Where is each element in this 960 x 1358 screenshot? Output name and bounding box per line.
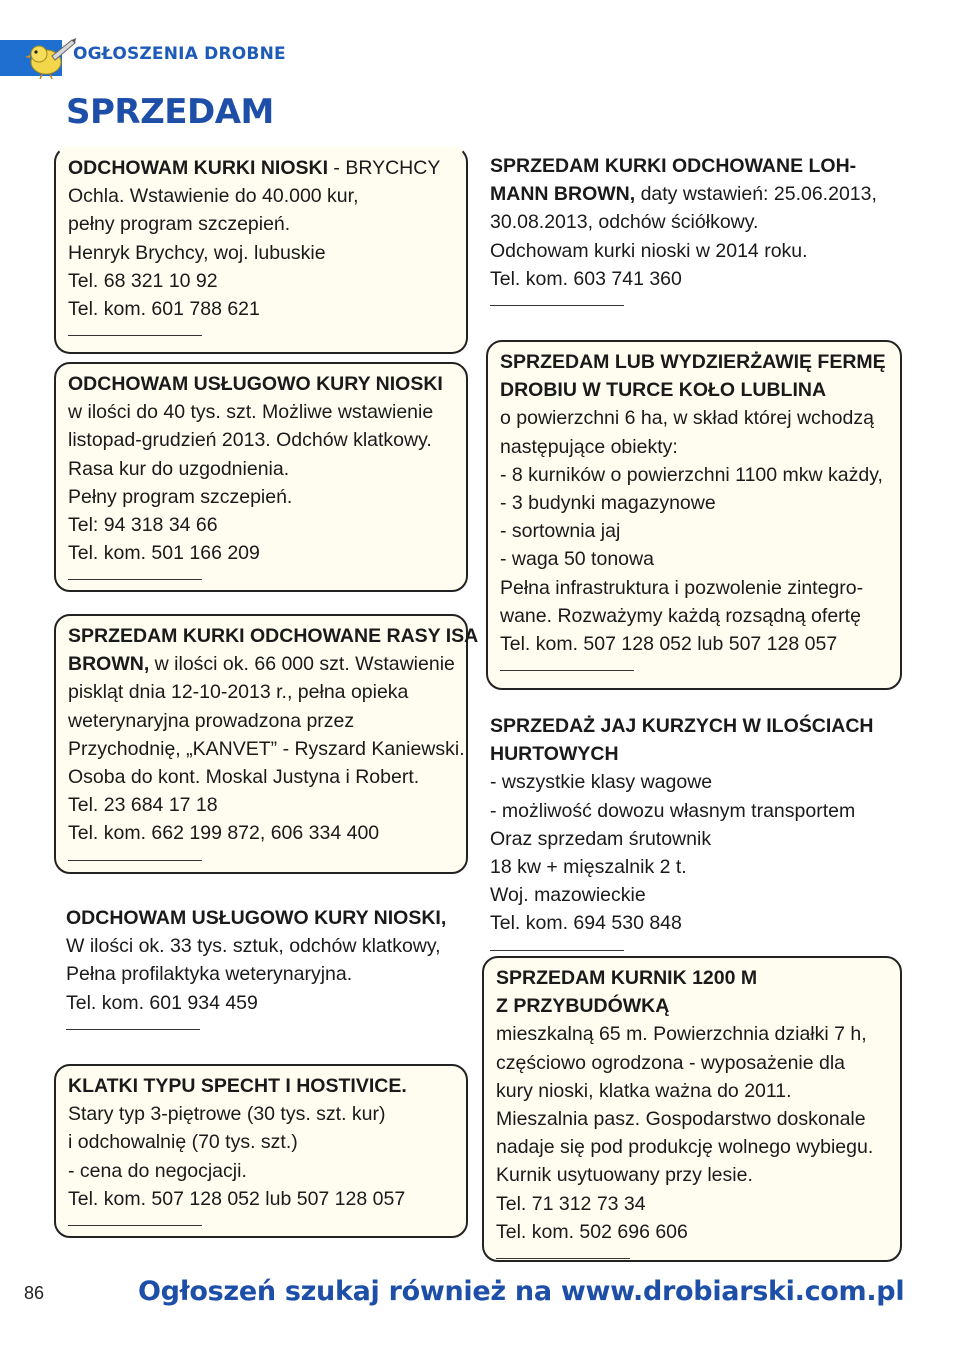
- ad-text-line: [496, 1218, 888, 1246]
- ad-heading-text: KLATKI TYPU SPECHT I HOSTIVICE.: [68, 1075, 407, 1097]
- ad-text-line: [496, 1190, 888, 1218]
- ad-body-text: mieszkalną 65 m. Powierzchnia działki 7 h,: [496, 1023, 867, 1046]
- ad-text-line: [500, 461, 888, 489]
- ad-text-line: [490, 881, 898, 909]
- ad-text-line: [500, 489, 888, 517]
- ad-body-text: pełny program szczepień.: [68, 213, 291, 236]
- ad-text-line: [496, 1161, 888, 1189]
- ad-text-line: [496, 992, 888, 1020]
- ad-text-line: [500, 517, 888, 545]
- ad-heading-text: DROBIU W TURCE KOŁO LUBLINA: [500, 379, 827, 402]
- ad-separator-rule: [500, 670, 634, 671]
- ad-body-text: Rasa kur do uzgodnienia.: [68, 457, 290, 480]
- ad-text-line: [490, 825, 898, 853]
- ad-text-line: [66, 932, 456, 960]
- ad-body-text: Pełna infrastruktura i pozwolenie zintegro-: [500, 576, 864, 599]
- ad-heading-line: [496, 964, 888, 992]
- ad-body-text: daty wstawień: 25.06.2013,: [635, 183, 877, 206]
- ad-body-text: - możliwość dowozu własnym transportem: [490, 799, 856, 822]
- ad-body-text: Tel. kom. 507 128 052 lub 507 128 057: [500, 633, 838, 656]
- ad-text-line: [68, 707, 454, 735]
- ad-heading-line: [66, 904, 456, 932]
- ad-text-line: [68, 239, 454, 267]
- ad-body-text: - wszystkie klasy wagowe: [490, 771, 713, 794]
- ad-text-line: [68, 650, 454, 678]
- ad-heading-text: MANN BROWN,: [490, 183, 636, 206]
- ad-text-line: [500, 602, 888, 630]
- ad-text-line: [68, 539, 454, 567]
- ad-text-line: [490, 740, 898, 768]
- ad-text-line: [490, 208, 898, 236]
- ad-separator-rule: [68, 1225, 202, 1226]
- ad-body-text: Odchowam kurki nioski w 2014 roku.: [490, 239, 808, 262]
- ad-text-line: [496, 1049, 888, 1077]
- ad-text-line: [68, 511, 454, 539]
- ad-heading-text: Z PRZYBUDÓWKĄ: [496, 995, 670, 1018]
- ad-body-text: - 8 kurników o powierzchni 1100 mkw każdy,: [500, 463, 883, 486]
- ad-heading-text: ODCHOWAM KURKI NIOSKI: [68, 157, 328, 179]
- ad-text-line: [490, 797, 898, 825]
- ad-body-text: Tel: 94 318 34 66: [68, 514, 218, 537]
- ad-text-line: [68, 735, 465, 763]
- ad-heading-text: SPRZEDAM KURKI ODCHOWANE LOH-: [490, 155, 857, 177]
- ad-heading-line: [68, 622, 479, 650]
- ad-box-left-5: [54, 1064, 468, 1238]
- ad-body-text: Tel. 71 312 73 34: [496, 1192, 646, 1215]
- ad-body-text: 30.08.2013, odchów ściółkowy.: [490, 211, 759, 234]
- ad-body-text: Tel. kom. 502 696 606: [496, 1220, 688, 1243]
- section-label: OGŁOSZENIA DROBNE: [73, 44, 286, 64]
- ad-body-text: Pełna profilaktyka weterynaryjna.: [66, 963, 353, 986]
- ad-box-right-3: [478, 706, 910, 956]
- ad-body-text: nadaje się pod produkcję wolnego wybiegu.: [496, 1136, 874, 1159]
- ad-text-line: [500, 545, 888, 573]
- ad-body-text: Stary typ 3-piętrowe (30 tys. szt. kur): [68, 1103, 386, 1126]
- ad-body-text: - 3 budynki magazynowe: [500, 492, 716, 515]
- ad-body-text: Tel. kom. 501 166 209: [68, 542, 260, 565]
- ad-body-text: Tel. kom. 601 788 621: [68, 298, 260, 321]
- ad-body-text: Tel. kom. 507 128 052 lub 507 128 057: [68, 1187, 406, 1210]
- ad-text-line: [500, 404, 888, 432]
- ad-box-left-4: [54, 898, 468, 1048]
- ad-text-line: [68, 267, 454, 295]
- ad-text-line: [68, 398, 454, 426]
- footer-website-note: Ogłoszeń szukaj również na www.drobiarski.com.pl: [138, 1276, 905, 1307]
- ad-body-text: kury nioski, klatka ważna do 2011.: [496, 1079, 792, 1102]
- ad-text-line: [68, 182, 454, 210]
- ad-text-line: [490, 237, 898, 265]
- ad-body-text: w ilości ok. 66 000 szt. Wstawienie: [149, 653, 455, 676]
- ad-separator-rule: [68, 579, 202, 580]
- ad-text-line: [500, 574, 888, 602]
- page-title: SPRZEDAM: [66, 92, 274, 132]
- ad-text-line: [490, 180, 898, 208]
- ad-heading-line: [490, 712, 898, 740]
- ad-text-line: [68, 295, 454, 323]
- ad-heading-line: [490, 152, 898, 180]
- ad-body-text: listopad-grudzień 2013. Odchów klatkowy.: [68, 429, 432, 452]
- ad-body-text: piskląt dnia 12-10-2013 r., pełna opieka: [68, 681, 409, 704]
- ad-separator-rule: [496, 1258, 630, 1259]
- ad-heading-text: HURTOWYCH: [490, 743, 619, 766]
- ad-heading-text: ODCHOWAM USŁUGOWO KURY NIOSKI: [68, 373, 443, 395]
- ad-box-right-4: [482, 956, 902, 1262]
- ad-body-text: - cena do negocjacji.: [68, 1159, 247, 1182]
- ad-separator-rule: [490, 305, 624, 306]
- ad-box-right-1: [478, 146, 910, 316]
- ad-text-line: [68, 819, 454, 847]
- ad-text-line: [68, 1185, 454, 1213]
- ad-body-text: częściowo ogrodzona - wyposażenie dla: [496, 1051, 846, 1074]
- ad-text-line: [496, 1133, 888, 1161]
- ad-heading-line: [68, 370, 454, 398]
- ad-body-text: Osoba do kont. Moskal Justyna i Robert.: [68, 766, 420, 789]
- ad-text-line: [490, 909, 898, 937]
- ad-body-text: Mieszalnia pasz. Gospodarstwo doskonale: [496, 1108, 866, 1131]
- ad-text-line: [68, 678, 454, 706]
- ad-text-line: [68, 210, 454, 238]
- ad-separator-rule: [66, 1029, 200, 1030]
- ad-text-line: [68, 1100, 454, 1128]
- ad-text-line: [68, 483, 454, 511]
- ad-heading-text: SPRZEDAM LUB WYDZIERŻAWIĘ FERMĘ: [500, 351, 886, 373]
- ad-body-text: - sortownia jaj: [500, 520, 621, 543]
- ad-box-left-1: [54, 146, 468, 354]
- ad-body-text: Tel. 23 684 17 18: [68, 794, 218, 817]
- ad-heading-text: ODCHOWAM USŁUGOWO KURY NIOSKI,: [66, 907, 447, 929]
- ad-body-text: następujące obiekty:: [500, 435, 678, 458]
- ad-body-text: Oraz sprzedam śrutownik: [490, 827, 712, 850]
- ad-separator-rule: [68, 335, 202, 336]
- ad-body-text: Pełny program szczepień.: [68, 485, 293, 508]
- ad-heading-line: [68, 1072, 454, 1100]
- ad-box-left-3: [54, 614, 479, 874]
- ad-body-text: W ilości ok. 33 tys. sztuk, odchów klatkowy,: [66, 935, 441, 958]
- ad-text-line: [496, 1020, 888, 1048]
- ad-body-text: o powierzchni 6 ha, w skład której wchodzą: [500, 407, 874, 430]
- ad-text-line: [68, 426, 454, 454]
- ad-text-line: [496, 1077, 888, 1105]
- page-number: 86: [24, 1283, 45, 1303]
- ad-heading-line: [500, 348, 888, 376]
- ad-text-line: [496, 1105, 888, 1133]
- ad-text-line: [500, 630, 888, 658]
- ad-text-line: [68, 1128, 454, 1156]
- ad-body-text: Tel. kom. 603 741 360: [490, 267, 682, 290]
- ad-body-text: Tel. kom. 662 199 872, 606 334 400: [68, 822, 380, 845]
- ad-text-line: [500, 433, 888, 461]
- ad-text-line: [490, 265, 898, 293]
- ad-body-text: Kurnik usytuowany przy lesie.: [496, 1164, 753, 1187]
- ad-body-text: Przychodnię, „KANVET” - Ryszard Kaniewski.: [68, 737, 465, 760]
- ad-box-left-2: [54, 362, 468, 592]
- ad-heading-text: SPRZEDAŻ JAJ KURZYCH W ILOŚCIACH: [490, 715, 874, 737]
- ad-body-text: Ochla. Wstawienie do 40.000 kur,: [68, 185, 359, 208]
- ad-body-text: Woj. mazowieckie: [490, 884, 646, 907]
- ad-heading-text: SPRZEDAM KURNIK 1200 M: [496, 967, 758, 989]
- ad-body-text: - waga 50 tonowa: [500, 548, 654, 571]
- ad-text-line: [500, 376, 888, 404]
- ad-body-text: Tel. kom. 601 934 459: [66, 991, 258, 1014]
- chick-with-pencil-icon: [22, 36, 76, 80]
- ad-text-line: [490, 853, 898, 881]
- ad-body-text: 18 kw + mięszalnik 2 t.: [490, 856, 687, 879]
- ad-heading-line: [68, 154, 454, 182]
- ad-text-line: [68, 1157, 454, 1185]
- ad-body-text: weterynaryjna prowadzona przez: [68, 709, 355, 732]
- ad-body-text: - BRYCHCY: [328, 157, 441, 179]
- ad-text-line: [66, 960, 456, 988]
- ad-body-text: Tel. 68 321 10 92: [68, 269, 218, 292]
- ad-text-line: [68, 455, 454, 483]
- ad-text-line: [490, 768, 898, 796]
- ad-text-line: [68, 791, 454, 819]
- ad-separator-rule: [490, 950, 624, 951]
- ad-body-text: wane. Rozważymy każdą rozsądną ofertę: [500, 604, 861, 627]
- ad-box-right-2: [486, 340, 902, 690]
- ad-heading-text: SPRZEDAM KURKI ODCHOWANE RASY ISA: [68, 625, 479, 647]
- ad-text-line: [68, 763, 454, 791]
- ad-body-text: i odchowalnię (70 tys. szt.): [68, 1131, 298, 1154]
- ad-body-text: Henryk Brychcy, woj. lubuskie: [68, 241, 326, 264]
- ad-body-text: w ilości do 40 tys. szt. Możliwe wstawienie: [68, 401, 434, 424]
- ad-separator-rule: [68, 860, 202, 861]
- ad-body-text: Tel. kom. 694 530 848: [490, 912, 682, 935]
- ad-text-line: [66, 989, 456, 1017]
- ad-heading-text: BROWN,: [68, 653, 150, 676]
